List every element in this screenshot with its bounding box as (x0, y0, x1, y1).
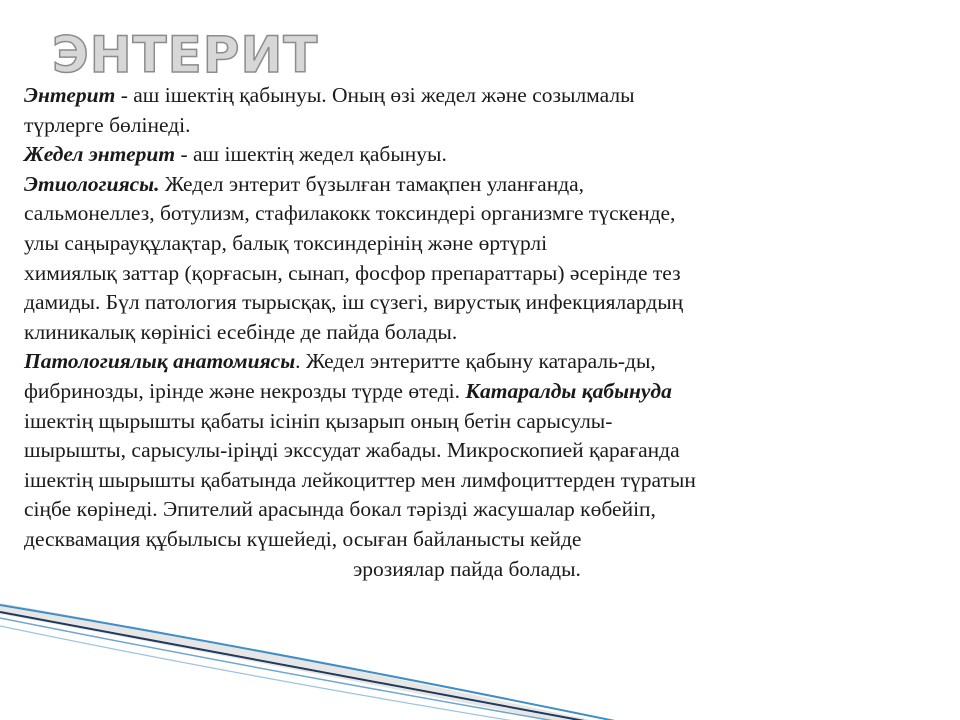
body-line-final: эрозиялар пайда болады. (353, 556, 581, 581)
body-line: Энтерит - аш ішектің қабынуы. Оның өзі жедел және созылмалы (24, 83, 635, 107)
term-pathological-anatomy: Патологиялық анатомиясы (24, 349, 296, 374)
body-line: десквамация құбылысы күшейеді, осыған байланысты кейде (24, 526, 582, 551)
body-line: фибринозды, ірінде және некрозды түрде өтеді. Катаралды қабынуда (24, 378, 672, 403)
body-line: шырышты, сарысулы-іріңді экссудат жабады. Микроскопией қарағанда (24, 438, 680, 463)
body-line: Жедел энтерит - аш ішектің жедел қабынуы. (24, 142, 447, 167)
body-line: ішектің щырышты қабаты ісініп қызарып оның бетін сарысулы- (24, 408, 613, 433)
body-line: сіңбе көрінеді. Эпителий арасында бокал тәрізді жасушалар көбейіп, (24, 497, 656, 522)
term-catarrhal-inflammation: Катаралды қабынуда (465, 378, 672, 403)
body-line: түрлерге бөлінеді. (24, 112, 191, 137)
body-line: ішектің шырышты қабатында лейкоциттер мен лимфоциттерден түратын (24, 467, 696, 492)
body-line: улы саңырауқұлақтар, балық токсиндерінің және өртүрлі (24, 230, 548, 255)
slide-body (24, 81, 950, 584)
term-acute-enteritis: Жедел энтерит (24, 142, 176, 167)
term-enteritis: Энтерит (24, 83, 116, 107)
body-line: химиялық заттар (қорғасын, сынап, фосфор препараттары) әсерінде тез (24, 260, 681, 285)
body-line: сальмонеллез, ботулизм, стафилакокк токсиндері организмге түскенде, (24, 201, 676, 226)
body-line: Патологиялық анатомиясы. Жедел энтеритте қабыну катараль-ды, (24, 349, 656, 374)
term-etiology: Этиологиясы. (24, 171, 160, 196)
body-line: Этиологиясы. Жедел энтерит бүзылған тамақпен уланғанда, (24, 171, 585, 196)
body-line: клиникалық көрінісі есебінде де пайда болады. (24, 319, 458, 344)
slide-title: ЭНТЕРИТ (52, 26, 319, 84)
wave-line-4 (0, 626, 520, 720)
body-line: дамиды. Бүл патология тырысқақ, іш сүзегі, вирустық инфекциялардың (24, 290, 684, 315)
